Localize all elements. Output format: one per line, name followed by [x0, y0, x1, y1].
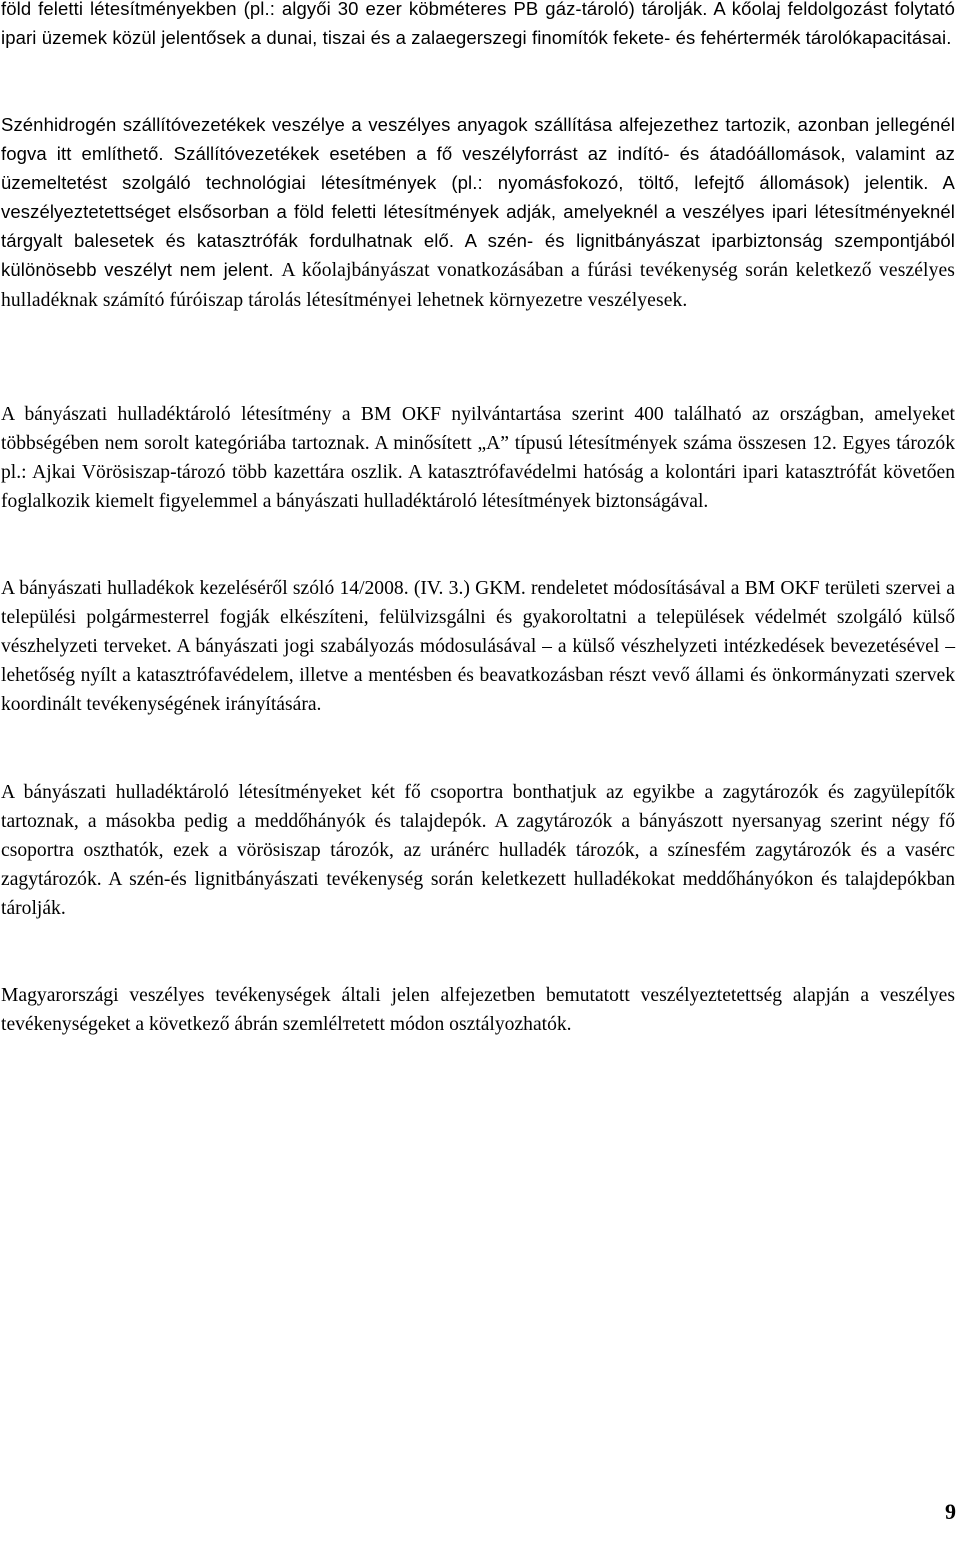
paragraph-text-sans: Szénhidrogén szállítóvezetékek veszélye a veszélyes anyagok szállítása alfejezethez tartozik, azonban jellegénél fogva itt említhető. Szállítóvezetékek esetében a fő veszélyforrást az indító- és átadóállomások, valamint az üzemeltetést szolgáló technológiai létesítmények (pl.: nyomásfokozó, töltő, lefejtő állomások) jelentik. A veszélyeztetettséget elsősorban a föld feletti létesítmények adják, amelyeknél a veszélyes ipari létesítményeknél tárgyalt balesetek és katasztrófák fordulhatnak elő. A szén- és lignitbányászat iparbiztonság szempontjából különösebb veszélyt nem jelent.	[1, 114, 955, 280]
paragraph-regulation	[1, 574, 955, 719]
paragraph-text: Magyarországi veszélyes tevékenységek általi jelen alfejezetben bemutatott veszélyeztetettség alapján a veszélyes tevékenységeket a következő ábrán szemlélтetett módon osztályozhatók.	[1, 985, 955, 1035]
paragraph-text-serif: A kőolajbányászat vonatkozásában a fúrási tevékenység során keletkező veszélyes hulladéknak számító fúróiszap tárolás létesítményei lehetnek környezetre veszélyesek.	[1, 260, 956, 311]
paragraph-text: A bányászati hulladéktároló létesítményeket két fő csoportra bonthatjuk az egyikbe a zagytározók és zagyülepítők tartoznak, a másokba pedig a meddőhányók és talajdepók. A zagytározók a bányászott nyersanyag szerint négy fő csoportra oszthatók, ezek a vörösiszap tározók, az uránérc hulladék tározók, a színesfém zagytározók és a vasérc zagytározók. A szén-és lignitbányászati tevékenység során keletkezett hulladékokat meddőhányókon és talajdepókban tárolják.	[1, 782, 955, 919]
paragraph-text: föld feletti létesítményekben (pl.: algyői 30 ezer köbméteres PB gáz-tároló) tárolják. A kőolaj feldolgozást folytató ipari üzemek közül jelentősek a dunai, tiszai és a zalaegerszegi finomítók fekete- és fehértermék tárolókapacitásai.	[1, 0, 955, 48]
page-number: 9	[945, 1499, 956, 1524]
paragraph-mining-waste-registry	[1, 400, 955, 516]
paragraph-pipelines	[1, 110, 955, 315]
paragraph-text: A bányászati hulladéktároló létesítmény a BM OKF nyilvántartása szerint 400 található az országban, amelyeket többségében nem sorolt kategóriába tartoznak. A minősített „A” típusú létesítmények száma összesen 12. Egyes tározók pl.: Ajkai Vörösiszap-tározó több kazettára oszlik. A katasztrófavédelmi hatóság a kolontári ipari katasztrófát követően foglalkozik kiemelt figyelemmel a bányászati hulladéktároló létesítmények biztonságával.	[1, 404, 955, 512]
paragraph-waste-groups	[1, 778, 955, 923]
paragraph-storage-facilities	[1, 0, 955, 52]
paragraph-text: A bányászati hulladékok kezeléséről szóló 14/2008. (IV. 3.) GKM. rendeletet módosításával a BM OKF területi szervei a települési polgármesterrel fogják elkészíteni, felülvizsgálni és gyakoroltatni a települések védelmét szolgáló külső vészhelyzeti terveket. A bányászati jogi szabályozás módosulásával – a külső vészhelyzeti intézkedések bevezetésével – lehetőség nyílt a katasztrófavédelem, illetve a mentésben és beavatkozásban részt vevő állami és önkormányzati szervek koordinált tevékenységének irányítására.	[1, 578, 955, 715]
paragraph-classification	[1, 981, 955, 1039]
